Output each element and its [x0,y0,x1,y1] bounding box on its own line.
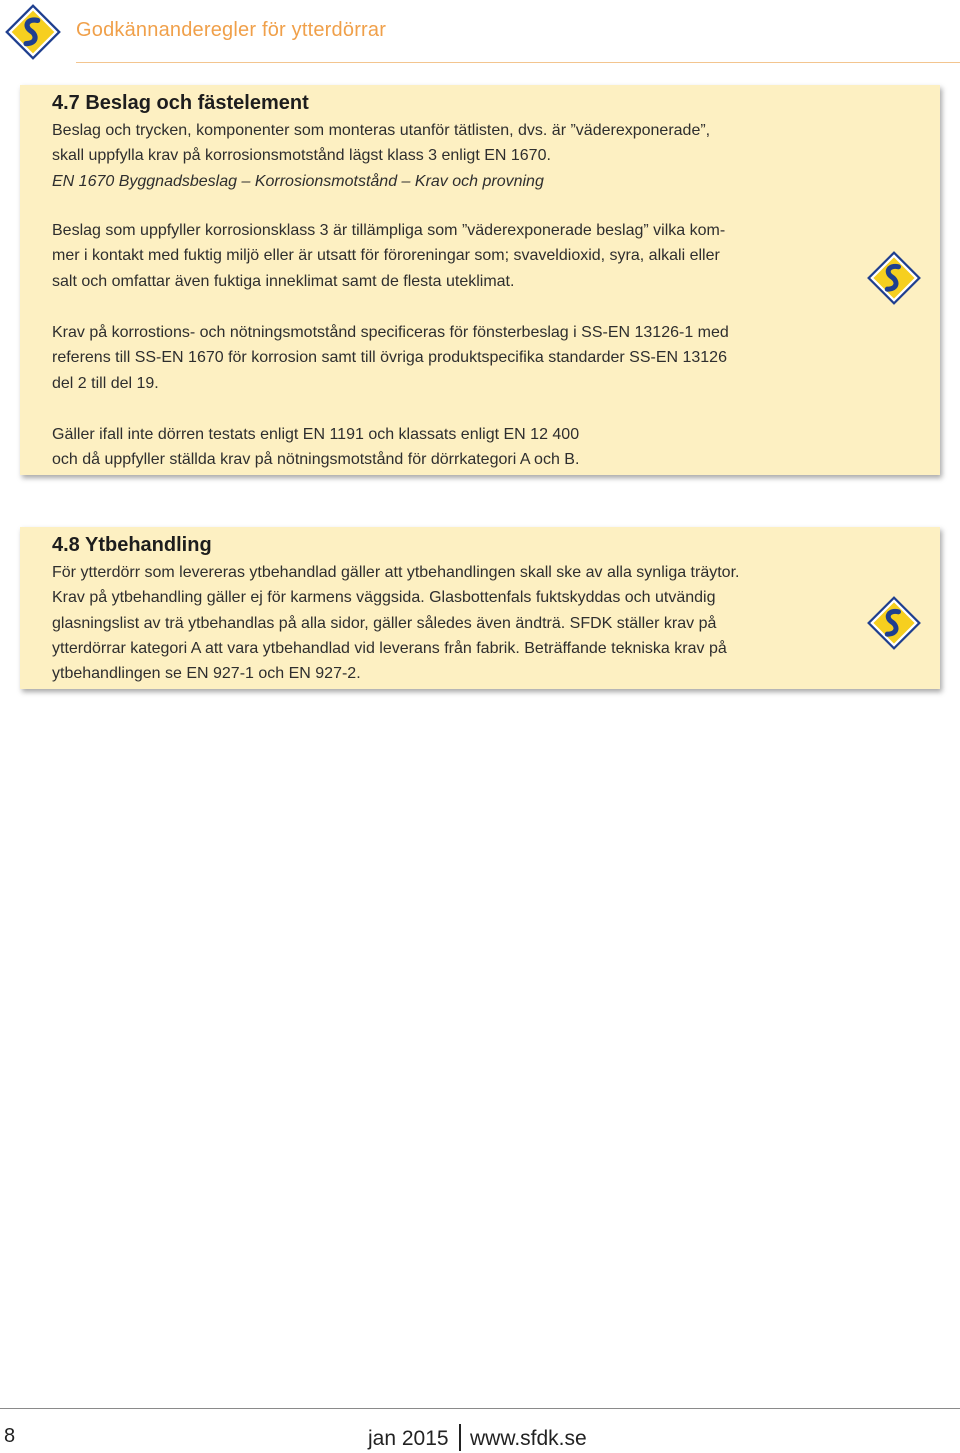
text-line: För ytterdörr som levereras ytbehandlad gäller att ytbehandlingen skall ske av alla synliga träytor. [52,564,740,581]
section-4-7-paragraph-4 [52,422,852,473]
section-4-7-intro [52,118,852,194]
footer-date: jan 2015 [368,1427,449,1450]
section-4-7-heading: 4.7 Beslag och fästelement [52,92,309,114]
footer-separator [459,1424,461,1451]
footer-divider [0,1408,960,1409]
text-line: del 2 till del 19. [52,374,159,392]
text-line: Beslag som uppfyller korrosionsklass 3 är tillämpliga som ”väderexponerade beslag” vilka kom- [52,222,726,239]
footer-website-link[interactable]: www.sfdk.se [470,1427,587,1450]
section-4-8-heading: 4.8 Ytbehandling [52,534,212,556]
text-line: Krav på ytbehandling gäller ej för karmens väggsida. Glasbottenfals fuktskyddas och utvändig [52,589,716,607]
standard-reference: EN 1670 Byggnadsbeslag – Korrosionsmotstånd – Krav och provning [52,172,544,190]
sfdk-certification-icon [866,595,922,651]
sfdk-logo-icon [4,3,62,61]
section-4-7-paragraph-3 [52,320,852,396]
sfdk-certification-icon [866,250,922,306]
section-4-8-body [52,560,862,686]
text-line: referens till SS-EN 1670 för korrosion samt till övriga produktspecifika standarder SS-EN 13126 [52,349,727,367]
text-line: ytbehandlingen se EN 927-1 och EN 927-2. [52,665,361,683]
text-line: salt och omfattar även fuktiga inneklimat samt de flesta uteklimat. [52,272,515,290]
section-4-8-panel [20,527,940,689]
document-title: Godkännanderegler för ytterdörrar [76,19,387,41]
page-number: 8 [4,1425,16,1447]
text-line: Krav på korrostions- och nötningsmotstånd specificeras för fönsterbeslag i SS-EN 13126-1 med [52,324,729,341]
section-4-7-paragraph-2 [52,218,852,294]
text-line: och då uppfyller ställda krav på nötningsmotstånd för dörrkategori A och B. [52,451,580,469]
text-line: glasningslist av trä ytbehandlas på alla sidor, gäller således även ändträ. SFDK ställer krav på [52,614,717,632]
text-line: ytterdörrar kategori A att vara ytbehandlad vid leverans från fabrik. Beträffande tekniska krav på [52,639,727,657]
text-line: skall uppfylla krav på korrosionsmotstånd lägst klass 3 enligt EN 1670. [52,147,551,165]
text-line: mer i kontakt med fuktig miljö eller är utsatt för föroreningar som; svaveldioxid, syra, alkali eller [52,247,720,265]
text-line: Beslag och trycken, komponenter som monteras utanför tätlisten, dvs. är ”väderexponerade”, [52,122,711,139]
text-line: Gäller ifall inte dörren testats enligt EN 1191 och klassats enligt EN 12 400 [52,426,580,443]
header-divider [76,62,960,63]
section-4-7-panel [20,85,940,475]
